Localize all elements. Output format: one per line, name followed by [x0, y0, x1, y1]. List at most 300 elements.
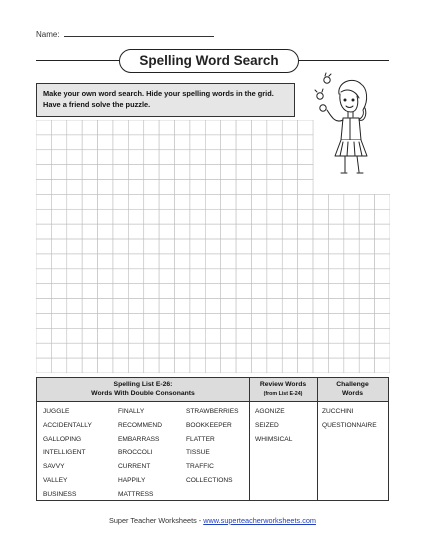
grid-cell[interactable] [159, 120, 174, 135]
grid-cell[interactable] [36, 343, 51, 358]
grid-cell[interactable] [159, 299, 174, 314]
grid-cell[interactable] [344, 284, 359, 299]
grid-cell[interactable] [236, 358, 251, 373]
grid-cell[interactable] [236, 299, 251, 314]
grid-cell[interactable] [359, 194, 374, 209]
grid-cell[interactable] [251, 299, 266, 314]
grid-cell[interactable] [236, 224, 251, 239]
grid-cell[interactable] [36, 299, 51, 314]
grid-cell[interactable] [190, 239, 205, 254]
grid-cell[interactable] [82, 120, 97, 135]
grid-cell[interactable] [82, 180, 97, 195]
grid-cell[interactable] [36, 358, 51, 373]
grid-cell[interactable] [128, 358, 143, 373]
grid-cell[interactable] [175, 194, 190, 209]
grid-cell[interactable] [159, 343, 174, 358]
grid-cell[interactable] [36, 284, 51, 299]
grid-cell[interactable] [328, 254, 343, 269]
grid-cell[interactable] [159, 209, 174, 224]
grid-cell[interactable] [282, 269, 297, 284]
grid-cell[interactable] [298, 254, 313, 269]
grid-cell[interactable] [144, 224, 159, 239]
grid-cell[interactable] [98, 284, 113, 299]
grid-cell[interactable] [205, 328, 220, 343]
grid-cell[interactable] [159, 358, 174, 373]
grid-cell[interactable] [344, 358, 359, 373]
grid-cell[interactable] [113, 239, 128, 254]
grid-cell[interactable] [36, 150, 51, 165]
grid-cell[interactable] [190, 254, 205, 269]
grid-cell[interactable] [36, 180, 51, 195]
grid-cell[interactable] [67, 254, 82, 269]
grid-cell[interactable] [205, 135, 220, 150]
grid-cell[interactable] [375, 224, 390, 239]
grid-cell[interactable] [298, 328, 313, 343]
grid-cell[interactable] [190, 209, 205, 224]
grid-cell[interactable] [144, 180, 159, 195]
grid-cell[interactable] [298, 224, 313, 239]
grid-cell[interactable] [51, 209, 66, 224]
grid-cell[interactable] [113, 328, 128, 343]
grid-cell[interactable] [298, 165, 313, 180]
word-search-grid[interactable] [36, 120, 390, 373]
grid-cell[interactable] [113, 209, 128, 224]
grid-cell[interactable] [82, 224, 97, 239]
grid-cell[interactable] [98, 299, 113, 314]
grid-cell[interactable] [128, 150, 143, 165]
grid-cell[interactable] [51, 299, 66, 314]
grid-cell[interactable] [144, 284, 159, 299]
grid-cell[interactable] [205, 150, 220, 165]
grid-cell[interactable] [51, 180, 66, 195]
grid-cell[interactable] [344, 224, 359, 239]
grid-cell[interactable] [221, 180, 236, 195]
grid-cell[interactable] [298, 209, 313, 224]
grid-cell[interactable] [175, 224, 190, 239]
grid-cell[interactable] [128, 135, 143, 150]
grid-cell[interactable] [51, 239, 66, 254]
grid-cell[interactable] [236, 343, 251, 358]
grid-cell[interactable] [267, 358, 282, 373]
grid-cell[interactable] [144, 328, 159, 343]
grid-cell[interactable] [67, 299, 82, 314]
grid-cell[interactable] [36, 328, 51, 343]
grid-cell[interactable] [159, 135, 174, 150]
grid-cell[interactable] [328, 284, 343, 299]
grid-cell[interactable] [359, 224, 374, 239]
grid-cell[interactable] [251, 224, 266, 239]
grid-cell[interactable] [344, 209, 359, 224]
grid-cell[interactable] [175, 150, 190, 165]
grid-cell[interactable] [82, 239, 97, 254]
grid-cell[interactable] [51, 165, 66, 180]
grid-cell[interactable] [221, 224, 236, 239]
grid-cell[interactable] [298, 135, 313, 150]
grid-cell[interactable] [251, 150, 266, 165]
grid-cell[interactable] [344, 299, 359, 314]
grid-cell[interactable] [221, 209, 236, 224]
grid-cell[interactable] [190, 299, 205, 314]
grid-cell[interactable] [113, 135, 128, 150]
grid-cell[interactable] [221, 150, 236, 165]
grid-cell[interactable] [98, 358, 113, 373]
grid-cell[interactable] [221, 299, 236, 314]
grid-cell[interactable] [282, 328, 297, 343]
grid-cell[interactable] [144, 343, 159, 358]
grid-cell[interactable] [36, 269, 51, 284]
grid-cell[interactable] [159, 284, 174, 299]
grid-cell[interactable] [221, 358, 236, 373]
grid-cell[interactable] [236, 239, 251, 254]
grid-cell[interactable] [82, 194, 97, 209]
grid-cell[interactable] [98, 150, 113, 165]
grid-cell[interactable] [344, 194, 359, 209]
grid-cell[interactable] [313, 269, 328, 284]
grid-cell[interactable] [267, 194, 282, 209]
grid-cell[interactable] [251, 343, 266, 358]
grid-cell[interactable] [205, 120, 220, 135]
grid-cell[interactable] [190, 313, 205, 328]
grid-cell[interactable] [236, 150, 251, 165]
grid-cell[interactable] [205, 209, 220, 224]
grid-cell[interactable] [144, 194, 159, 209]
grid-cell[interactable] [313, 194, 328, 209]
grid-cell[interactable] [144, 299, 159, 314]
grid-cell[interactable] [128, 194, 143, 209]
grid-cell[interactable] [144, 135, 159, 150]
grid-cell[interactable] [36, 194, 51, 209]
grid-cell[interactable] [221, 135, 236, 150]
grid-cell[interactable] [67, 150, 82, 165]
grid-cell[interactable] [375, 269, 390, 284]
grid-cell[interactable] [236, 269, 251, 284]
grid-cell[interactable] [251, 254, 266, 269]
grid-cell[interactable] [221, 120, 236, 135]
grid-cell[interactable] [128, 209, 143, 224]
grid-cell[interactable] [82, 313, 97, 328]
grid-cell[interactable] [128, 120, 143, 135]
grid-cell[interactable] [51, 135, 66, 150]
grid-cell[interactable] [190, 284, 205, 299]
grid-cell[interactable] [205, 343, 220, 358]
grid-cell[interactable] [282, 358, 297, 373]
grid-cell[interactable] [282, 194, 297, 209]
grid-cell[interactable] [175, 284, 190, 299]
grid-cell[interactable] [328, 209, 343, 224]
grid-cell[interactable] [159, 194, 174, 209]
grid-cell[interactable] [67, 209, 82, 224]
grid-cell[interactable] [328, 358, 343, 373]
grid-cell[interactable] [313, 284, 328, 299]
grid-cell[interactable] [282, 224, 297, 239]
grid-cell[interactable] [175, 120, 190, 135]
grid-cell[interactable] [67, 313, 82, 328]
grid-cell[interactable] [67, 194, 82, 209]
grid-cell[interactable] [36, 120, 51, 135]
grid-cell[interactable] [113, 150, 128, 165]
grid-cell[interactable] [113, 269, 128, 284]
grid-cell[interactable] [113, 254, 128, 269]
grid-cell[interactable] [205, 254, 220, 269]
grid-cell[interactable] [98, 313, 113, 328]
grid-cell[interactable] [375, 209, 390, 224]
grid-cell[interactable] [205, 180, 220, 195]
grid-cell[interactable] [282, 209, 297, 224]
grid-cell[interactable] [251, 194, 266, 209]
grid-cell[interactable] [144, 120, 159, 135]
grid-cell[interactable] [144, 358, 159, 373]
grid-cell[interactable] [36, 165, 51, 180]
grid-cell[interactable] [98, 135, 113, 150]
grid-cell[interactable] [267, 180, 282, 195]
grid-cell[interactable] [251, 328, 266, 343]
grid-cell[interactable] [375, 343, 390, 358]
grid-cell[interactable] [267, 343, 282, 358]
grid-cell[interactable] [175, 328, 190, 343]
grid-cell[interactable] [144, 269, 159, 284]
grid-cell[interactable] [375, 239, 390, 254]
grid-cell[interactable] [344, 328, 359, 343]
grid-cell[interactable] [298, 284, 313, 299]
grid-cell[interactable] [267, 313, 282, 328]
grid-cell[interactable] [82, 284, 97, 299]
grid-cell[interactable] [267, 150, 282, 165]
grid-cell[interactable] [282, 299, 297, 314]
grid-cell[interactable] [128, 224, 143, 239]
grid-cell[interactable] [282, 254, 297, 269]
grid-cell[interactable] [190, 358, 205, 373]
grid-cell[interactable] [328, 299, 343, 314]
grid-cell[interactable] [298, 299, 313, 314]
grid-cell[interactable] [328, 269, 343, 284]
grid-cell[interactable] [328, 328, 343, 343]
grid-cell[interactable] [159, 165, 174, 180]
grid-cell[interactable] [251, 313, 266, 328]
grid-cell[interactable] [313, 239, 328, 254]
grid-cell[interactable] [128, 343, 143, 358]
grid-cell[interactable] [159, 239, 174, 254]
grid-cell[interactable] [221, 239, 236, 254]
grid-cell[interactable] [159, 150, 174, 165]
grid-cell[interactable] [82, 150, 97, 165]
grid-cell[interactable] [36, 239, 51, 254]
grid-cell[interactable] [236, 254, 251, 269]
grid-cell[interactable] [267, 120, 282, 135]
grid-cell[interactable] [51, 284, 66, 299]
grid-cell[interactable] [221, 284, 236, 299]
grid-cell[interactable] [128, 284, 143, 299]
grid-cell[interactable] [113, 224, 128, 239]
grid-cell[interactable] [267, 224, 282, 239]
grid-cell[interactable] [190, 120, 205, 135]
grid-cell[interactable] [205, 165, 220, 180]
grid-cell[interactable] [67, 269, 82, 284]
grid-cell[interactable] [113, 343, 128, 358]
grid-cell[interactable] [82, 343, 97, 358]
grid-cell[interactable] [128, 313, 143, 328]
grid-cell[interactable] [344, 239, 359, 254]
grid-cell[interactable] [251, 358, 266, 373]
footer-link[interactable]: www.superteacherworksheets.com [203, 516, 316, 525]
grid-cell[interactable] [221, 194, 236, 209]
grid-cell[interactable] [313, 328, 328, 343]
grid-cell[interactable] [67, 328, 82, 343]
grid-cell[interactable] [98, 209, 113, 224]
grid-cell[interactable] [98, 239, 113, 254]
grid-cell[interactable] [375, 194, 390, 209]
grid-cell[interactable] [298, 239, 313, 254]
grid-cell[interactable] [313, 209, 328, 224]
grid-cell[interactable] [144, 209, 159, 224]
grid-cell[interactable] [67, 284, 82, 299]
grid-cell[interactable] [51, 358, 66, 373]
grid-cell[interactable] [51, 313, 66, 328]
grid-cell[interactable] [175, 165, 190, 180]
grid-cell[interactable] [82, 165, 97, 180]
grid-cell[interactable] [236, 313, 251, 328]
grid-cell[interactable] [128, 269, 143, 284]
grid-cell[interactable] [344, 254, 359, 269]
grid-cell[interactable] [236, 135, 251, 150]
grid-cell[interactable] [144, 150, 159, 165]
name-line[interactable] [64, 28, 214, 37]
grid-cell[interactable] [175, 299, 190, 314]
grid-cell[interactable] [98, 269, 113, 284]
grid-cell[interactable] [205, 313, 220, 328]
grid-cell[interactable] [113, 299, 128, 314]
grid-cell[interactable] [51, 343, 66, 358]
grid-cell[interactable] [190, 165, 205, 180]
grid-cell[interactable] [298, 313, 313, 328]
grid-cell[interactable] [313, 343, 328, 358]
grid-cell[interactable] [67, 135, 82, 150]
grid-cell[interactable] [359, 209, 374, 224]
grid-cell[interactable] [98, 343, 113, 358]
grid-cell[interactable] [344, 313, 359, 328]
grid-cell[interactable] [328, 239, 343, 254]
grid-cell[interactable] [82, 299, 97, 314]
grid-cell[interactable] [344, 269, 359, 284]
grid-cell[interactable] [205, 284, 220, 299]
grid-cell[interactable] [298, 180, 313, 195]
grid-cell[interactable] [175, 135, 190, 150]
grid-cell[interactable] [113, 313, 128, 328]
grid-cell[interactable] [67, 180, 82, 195]
grid-cell[interactable] [313, 254, 328, 269]
grid-cell[interactable] [282, 165, 297, 180]
grid-cell[interactable] [251, 165, 266, 180]
grid-cell[interactable] [113, 165, 128, 180]
grid-cell[interactable] [144, 239, 159, 254]
grid-cell[interactable] [82, 358, 97, 373]
grid-cell[interactable] [359, 313, 374, 328]
grid-cell[interactable] [190, 180, 205, 195]
grid-cell[interactable] [359, 328, 374, 343]
grid-cell[interactable] [98, 328, 113, 343]
grid-cell[interactable] [98, 194, 113, 209]
grid-cell[interactable] [128, 239, 143, 254]
grid-cell[interactable] [375, 299, 390, 314]
grid-cell[interactable] [190, 150, 205, 165]
grid-cell[interactable] [128, 254, 143, 269]
grid-cell[interactable] [51, 194, 66, 209]
grid-cell[interactable] [175, 254, 190, 269]
grid-cell[interactable] [359, 343, 374, 358]
grid-cell[interactable] [344, 343, 359, 358]
grid-cell[interactable] [67, 343, 82, 358]
grid-cell[interactable] [251, 135, 266, 150]
grid-cell[interactable] [375, 284, 390, 299]
grid-cell[interactable] [251, 209, 266, 224]
grid-cell[interactable] [267, 135, 282, 150]
grid-cell[interactable] [328, 343, 343, 358]
grid-cell[interactable] [36, 209, 51, 224]
grid-cell[interactable] [144, 313, 159, 328]
grid-cell[interactable] [221, 165, 236, 180]
grid-cell[interactable] [159, 313, 174, 328]
grid-cell[interactable] [128, 328, 143, 343]
grid-cell[interactable] [282, 180, 297, 195]
grid-cell[interactable] [159, 254, 174, 269]
grid-cell[interactable] [144, 165, 159, 180]
grid-cell[interactable] [98, 254, 113, 269]
grid-cell[interactable] [221, 254, 236, 269]
grid-cell[interactable] [175, 239, 190, 254]
grid-cell[interactable] [359, 284, 374, 299]
grid-cell[interactable] [375, 328, 390, 343]
grid-cell[interactable] [51, 328, 66, 343]
grid-cell[interactable] [67, 224, 82, 239]
grid-cell[interactable] [375, 358, 390, 373]
grid-cell[interactable] [282, 284, 297, 299]
grid-cell[interactable] [159, 224, 174, 239]
grid-cell[interactable] [328, 313, 343, 328]
grid-cell[interactable] [205, 194, 220, 209]
grid-cell[interactable] [67, 358, 82, 373]
grid-cell[interactable] [36, 313, 51, 328]
grid-cell[interactable] [282, 150, 297, 165]
grid-cell[interactable] [298, 343, 313, 358]
grid-cell[interactable] [190, 343, 205, 358]
grid-cell[interactable] [98, 224, 113, 239]
grid-cell[interactable] [359, 299, 374, 314]
grid-cell[interactable] [267, 239, 282, 254]
grid-cell[interactable] [113, 120, 128, 135]
grid-cell[interactable] [175, 343, 190, 358]
grid-cell[interactable] [82, 254, 97, 269]
grid-cell[interactable] [175, 180, 190, 195]
grid-cell[interactable] [205, 299, 220, 314]
grid-cell[interactable] [98, 180, 113, 195]
grid-cell[interactable] [82, 209, 97, 224]
grid-cell[interactable] [175, 269, 190, 284]
grid-cell[interactable] [205, 269, 220, 284]
grid-cell[interactable] [298, 358, 313, 373]
grid-cell[interactable] [251, 239, 266, 254]
grid-cell[interactable] [282, 135, 297, 150]
grid-cell[interactable] [267, 254, 282, 269]
grid-cell[interactable] [36, 224, 51, 239]
grid-cell[interactable] [205, 239, 220, 254]
grid-cell[interactable] [282, 343, 297, 358]
grid-cell[interactable] [313, 358, 328, 373]
grid-cell[interactable] [298, 194, 313, 209]
grid-cell[interactable] [328, 224, 343, 239]
grid-cell[interactable] [51, 150, 66, 165]
grid-cell[interactable] [282, 239, 297, 254]
grid-cell[interactable] [267, 165, 282, 180]
grid-cell[interactable] [313, 224, 328, 239]
